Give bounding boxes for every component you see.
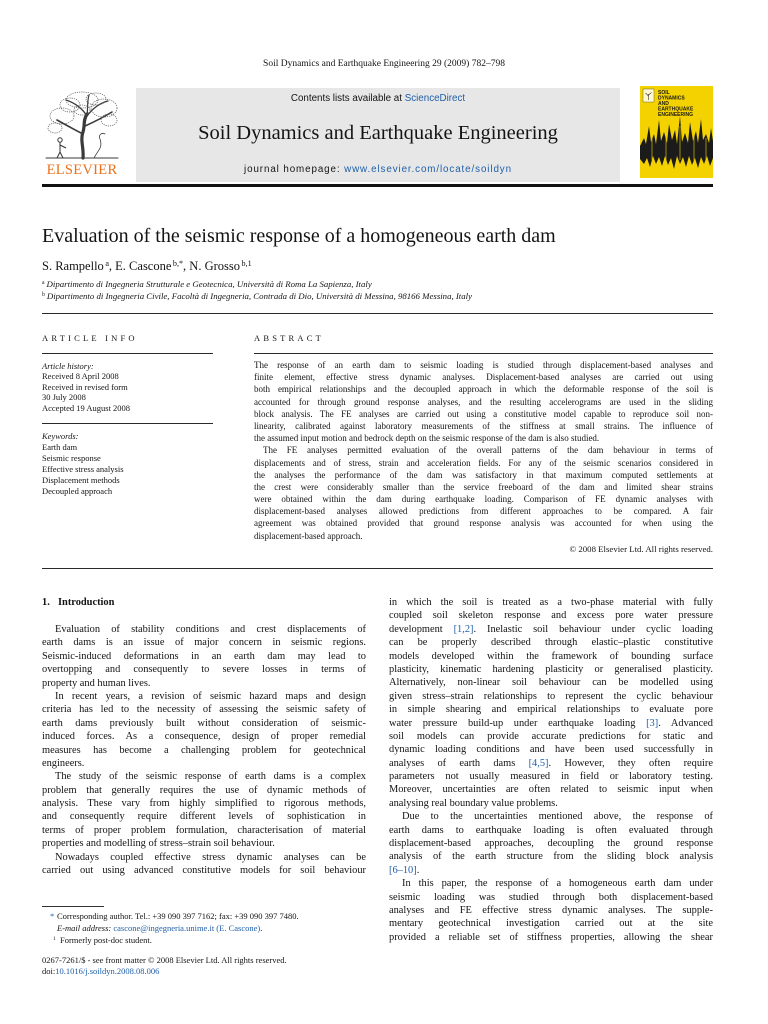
text-line: induced forces. As a consequence, design of proper remedial: [42, 731, 366, 743]
keyword: Decoupled approach: [42, 485, 113, 496]
abstract-text: [254, 359, 713, 542]
text-line: Moreover, uncertainties are often related to seismic input when: [389, 784, 713, 796]
body-left-column: [42, 623, 366, 877]
text-line: and consequently require different levels of sophistication in: [42, 811, 366, 823]
affiliation-label: b: [42, 291, 45, 298]
running-header: Soil Dynamics and Earthquake Engineering 29 (2009) 782–798: [263, 59, 505, 69]
citation-link[interactable]: [6–10]: [389, 864, 417, 876]
text-line: block analysis. The FE analyses are carried out using a constitutive model capable to reproduce soil non-: [254, 408, 713, 419]
footnote-text: Formerly post-doc student.: [60, 935, 152, 945]
abstract-rule: [254, 353, 713, 354]
text-segment: water pressure build-up under earthquake loading: [389, 717, 647, 729]
article-info-heading: ARTICLE INFO: [42, 333, 138, 343]
text-line: overtopping and consequently to severe losses in terms of: [42, 664, 366, 676]
text-line: both empirical relationships and the decoupled approach in which the deformable response of the soil is: [254, 384, 713, 395]
text-line: terms of proper problem formulation, characterisation of material: [42, 824, 366, 836]
author-name[interactable]: N. Grosso: [189, 259, 240, 273]
text-line: the assumed input motion and bedrock depth on the seismic response of the dam is also studied.: [254, 433, 600, 444]
author-name[interactable]: E. Cascone: [115, 259, 172, 273]
keywords: [42, 431, 124, 497]
section-number: 1.: [42, 597, 50, 608]
footnote-text: Corresponding author. Tel.: +39 090 397 7162; fax: +39 090 397 7480.: [57, 911, 299, 921]
text-line: analyses and FE effective stress dynamic analyses. The supple-: [389, 904, 713, 916]
keyword: Displacement methods: [42, 474, 120, 485]
publisher-logo-text: ELSEVIER: [46, 162, 118, 178]
affiliation-marker[interactable]: a: [105, 258, 109, 268]
text-line: earth dams is an issue of major concern in seismic regions.: [42, 637, 366, 649]
text-line: plasticity, kinematic hardening plasticity or generalised plasticity.: [389, 663, 713, 675]
sciencedirect-link[interactable]: ScienceDirect: [404, 93, 466, 104]
text-line: The study of the seismic response of earth dams is a complex: [55, 771, 366, 783]
text-line: seismic loading was studied through both displacement-based: [389, 891, 713, 903]
text-line: Seismic-induced deformations in an earth dam may lead to: [42, 650, 366, 662]
author-separator: ,: [108, 259, 116, 273]
text-line: [389, 757, 713, 770]
text-line: [389, 864, 713, 877]
footnote-rule: [42, 906, 104, 907]
journal-title: Soil Dynamics and Earthquake Engineering: [198, 122, 558, 144]
keyword: Earth dam: [42, 441, 78, 452]
affiliation-marker[interactable]: b,1: [241, 258, 252, 268]
text-line: soil models can provide accurate predictions for static and: [389, 730, 713, 742]
affiliation: [42, 278, 472, 290]
journal-homepage: [136, 164, 620, 176]
text-line: analysis. These vary from highly simplified to rigorous methods,: [42, 798, 366, 810]
cover-image: [640, 86, 713, 178]
text-line: engineers.: [42, 757, 85, 769]
text-line: given stress–strain relationships to represent the cyclic behaviour: [389, 690, 713, 702]
citation-link[interactable]: [1,2]: [453, 623, 474, 635]
history-entry: Accepted 19 August 2008: [42, 402, 131, 413]
affiliation: [42, 290, 472, 302]
text-line: In recent years, a revision of seismic hazard maps and design: [55, 690, 366, 702]
author-name[interactable]: S. Rampello: [42, 259, 104, 273]
text-line: can be properly described through elastic–plastic constitutive: [389, 637, 713, 649]
footnote-email: [42, 922, 299, 934]
citation-link[interactable]: [4,5]: [528, 757, 549, 769]
text-segment: . Advanced: [658, 717, 713, 729]
contents-availability: [136, 93, 620, 105]
header-divider: [42, 313, 713, 314]
article-history: [42, 361, 130, 414]
history-label: Article history:: [42, 360, 94, 371]
contents-prefix: Contents lists available at: [290, 93, 405, 104]
keyword: Seismic response: [42, 452, 101, 463]
cover-title-line: EARTHQUAKE: [658, 106, 694, 113]
affiliation-label: a: [42, 279, 45, 286]
text-segment: analyses of earth dams: [389, 757, 529, 769]
text-line: Nowadays coupled effective stress dynamic analyses can be: [55, 851, 366, 863]
text-line: Evaluation of stability conditions and crest displacements of: [55, 624, 366, 635]
journal-masthead: [136, 88, 620, 182]
text-line: [389, 717, 713, 730]
abstract-copyright: © 2008 Elsevier Ltd. All rights reserved.: [569, 544, 713, 554]
footnote-mark[interactable]: *: [50, 911, 55, 921]
text-line: models developed within the framework of bounding surface: [389, 650, 713, 662]
doi-line: [42, 966, 287, 977]
footnote-corresponding: [42, 910, 299, 922]
text-line: dynamic loading conditions and have been used successfully in: [389, 744, 713, 756]
text-line: provided a reliable set of stiffness properties, allowing the shear: [389, 931, 713, 943]
email-end: .: [260, 923, 263, 933]
abstract-divider: [42, 568, 713, 569]
text-line: [389, 623, 713, 636]
keyword: Effective stress analysis: [42, 463, 124, 474]
text-line: measures has become a challenging problem for geotechnical: [42, 744, 366, 756]
text-line: displacements and of stress, strain and acceleration fields. For any of the seismic scenarios considered in: [254, 457, 713, 468]
text-segment: .: [416, 864, 420, 876]
email-label: E-mail address:: [57, 923, 114, 933]
text-line: problem that generally requires the use of dynamic methods of: [42, 784, 366, 796]
text-line: analysis of the earth structure from the sliding block analysis: [389, 851, 713, 863]
text-line: earth dams previously built without consideration of seismic-: [42, 717, 366, 729]
history-entry: 30 July 2008: [42, 392, 86, 403]
text-line: displacement-based approaches, decoupling the ground response: [389, 838, 713, 850]
affiliation-text: Dipartimento di Ingegneria Strutturale e Geotecnica, Università di Roma La Sapienza, Italy: [46, 279, 372, 289]
text-line: accounted for through ground response analyses, and the resulting accelerograms are used in the sliding: [254, 396, 713, 407]
text-line: the analyses the performance of the dam was satisfactory in that maximum computed settlements at: [254, 469, 713, 480]
text-line: criteria has led to the necessity of assessing the seismic safety of: [42, 704, 366, 716]
footnote-note: $^1$ Formerly post-doc student.: [53, 935, 152, 945]
email-link[interactable]: cascone@ingegneria.unime.it (E. Cascone): [113, 923, 261, 933]
affiliation-marker[interactable]: b,*: [172, 258, 184, 268]
history-entry: Received 8 April 2008: [42, 371, 119, 382]
doi-prefix: doi:: [42, 966, 56, 976]
issn-line: 0267-7261/$ - see front matter © 2008 Elsevier Ltd. All rights reserved.: [42, 955, 287, 965]
section-title: Introduction: [58, 597, 115, 608]
text-line: property and human lives.: [42, 677, 151, 689]
text-line: in which the soil is treated as a two-phase material with fully: [389, 597, 713, 608]
history-entry: Received in revised form: [42, 381, 128, 392]
text-line: mentary geotechnical investigation carried out at the site: [389, 918, 713, 930]
homepage-prefix: journal homepage:: [244, 164, 345, 175]
text-line: Due to the uncertainties mentioned above, the response of: [402, 811, 713, 823]
article-info-divider: [42, 423, 213, 424]
cover-title-line: ENGINEERING: [658, 112, 694, 118]
cover-title-line: DYNAMICS: [658, 95, 685, 102]
text-line: in simple shearing and empirical relationships to evaluate pore: [389, 704, 713, 716]
text-line: displacement-based approach.: [254, 530, 363, 541]
masthead-rule: [42, 184, 713, 187]
text-line: earth dams to earthquake loading is often evaluated through: [389, 824, 713, 836]
article-title: Evaluation of the seismic response of a homogeneous earth dam: [42, 225, 556, 247]
text-line: In this paper, the response of a homogeneous earth dam under: [402, 878, 713, 890]
homepage-link[interactable]: www.elsevier.com/locate/soildyn: [344, 164, 512, 175]
elsevier-tree-icon: [42, 90, 122, 160]
text-line: Alternatively, non-linear soil behaviour can be modelled using: [389, 677, 713, 689]
text-segment: . Inelastic soil behaviour under cyclic loading: [473, 623, 713, 635]
affiliations: [42, 278, 472, 302]
text-line: displacement-based analyses allowed predictions from different approaches to be compared. A fair: [254, 506, 713, 517]
text-line: The response of an earth dam to seismic loading is studied through displacement-based analyses and: [254, 360, 713, 370]
text-line: were obtained within the dam during earthquake loading. Comparison of FE dynamic analyses with: [254, 494, 713, 505]
section-heading: [42, 596, 114, 609]
article-info-rule: [42, 353, 213, 354]
text-line: finite element, effective stress dynamic analyses. Displacement-based analyses are carried out using: [254, 372, 713, 383]
journal-cover-thumbnail[interactable]: [640, 86, 713, 178]
abstract-heading: ABSTRACT: [254, 333, 324, 343]
text-line: carried out using advanced constitutive models for soil behaviour: [42, 865, 366, 877]
text-line: analysing real boundary value problems.: [389, 797, 558, 809]
affiliation-text: Dipartimento di Ingegneria Civile, Facoltà di Ingegneria, Contrada di Dio, Università di Messina, 98166 Messina, Italy: [46, 291, 472, 301]
front-matter: [42, 955, 287, 977]
text-line: agreement was obtained provided that ground response analysis was accounted for when using the: [254, 518, 713, 529]
footnotes: [42, 910, 299, 946]
text-line: parameters not usually measured in field or laboratory testing.: [389, 771, 713, 783]
body-right-column: [389, 596, 713, 944]
citation-link[interactable]: [3]: [646, 717, 659, 729]
keywords-label: Keywords:: [42, 430, 79, 441]
text-line: the crest were considerably smaller than the service freeboard of the dam and limited shear strains: [254, 481, 713, 492]
text-line: properties and modelling of stress–strain soil behaviour.: [42, 838, 275, 850]
text-segment: . However, they often require: [548, 757, 713, 769]
text-line: linearity, calibrated against laboratory measurements of the stiffness at small strains. The influence of: [254, 420, 713, 431]
publisher-logo[interactable]: [42, 88, 122, 184]
cover-title-line: SOIL: [658, 90, 670, 96]
doi-link[interactable]: 10.1016/j.soildyn.2008.08.006: [55, 966, 160, 976]
cover-title-line: AND: [658, 101, 669, 107]
author-list: [42, 258, 252, 274]
text-line: coupled soil skeleton response and excess pore water pressure: [389, 610, 713, 622]
text-line: The FE analyses permitted evaluation of the overall patterns of the dam behaviour in terms of: [263, 445, 713, 456]
text-segment: development: [389, 623, 454, 635]
author-separator: ,: [183, 259, 190, 273]
